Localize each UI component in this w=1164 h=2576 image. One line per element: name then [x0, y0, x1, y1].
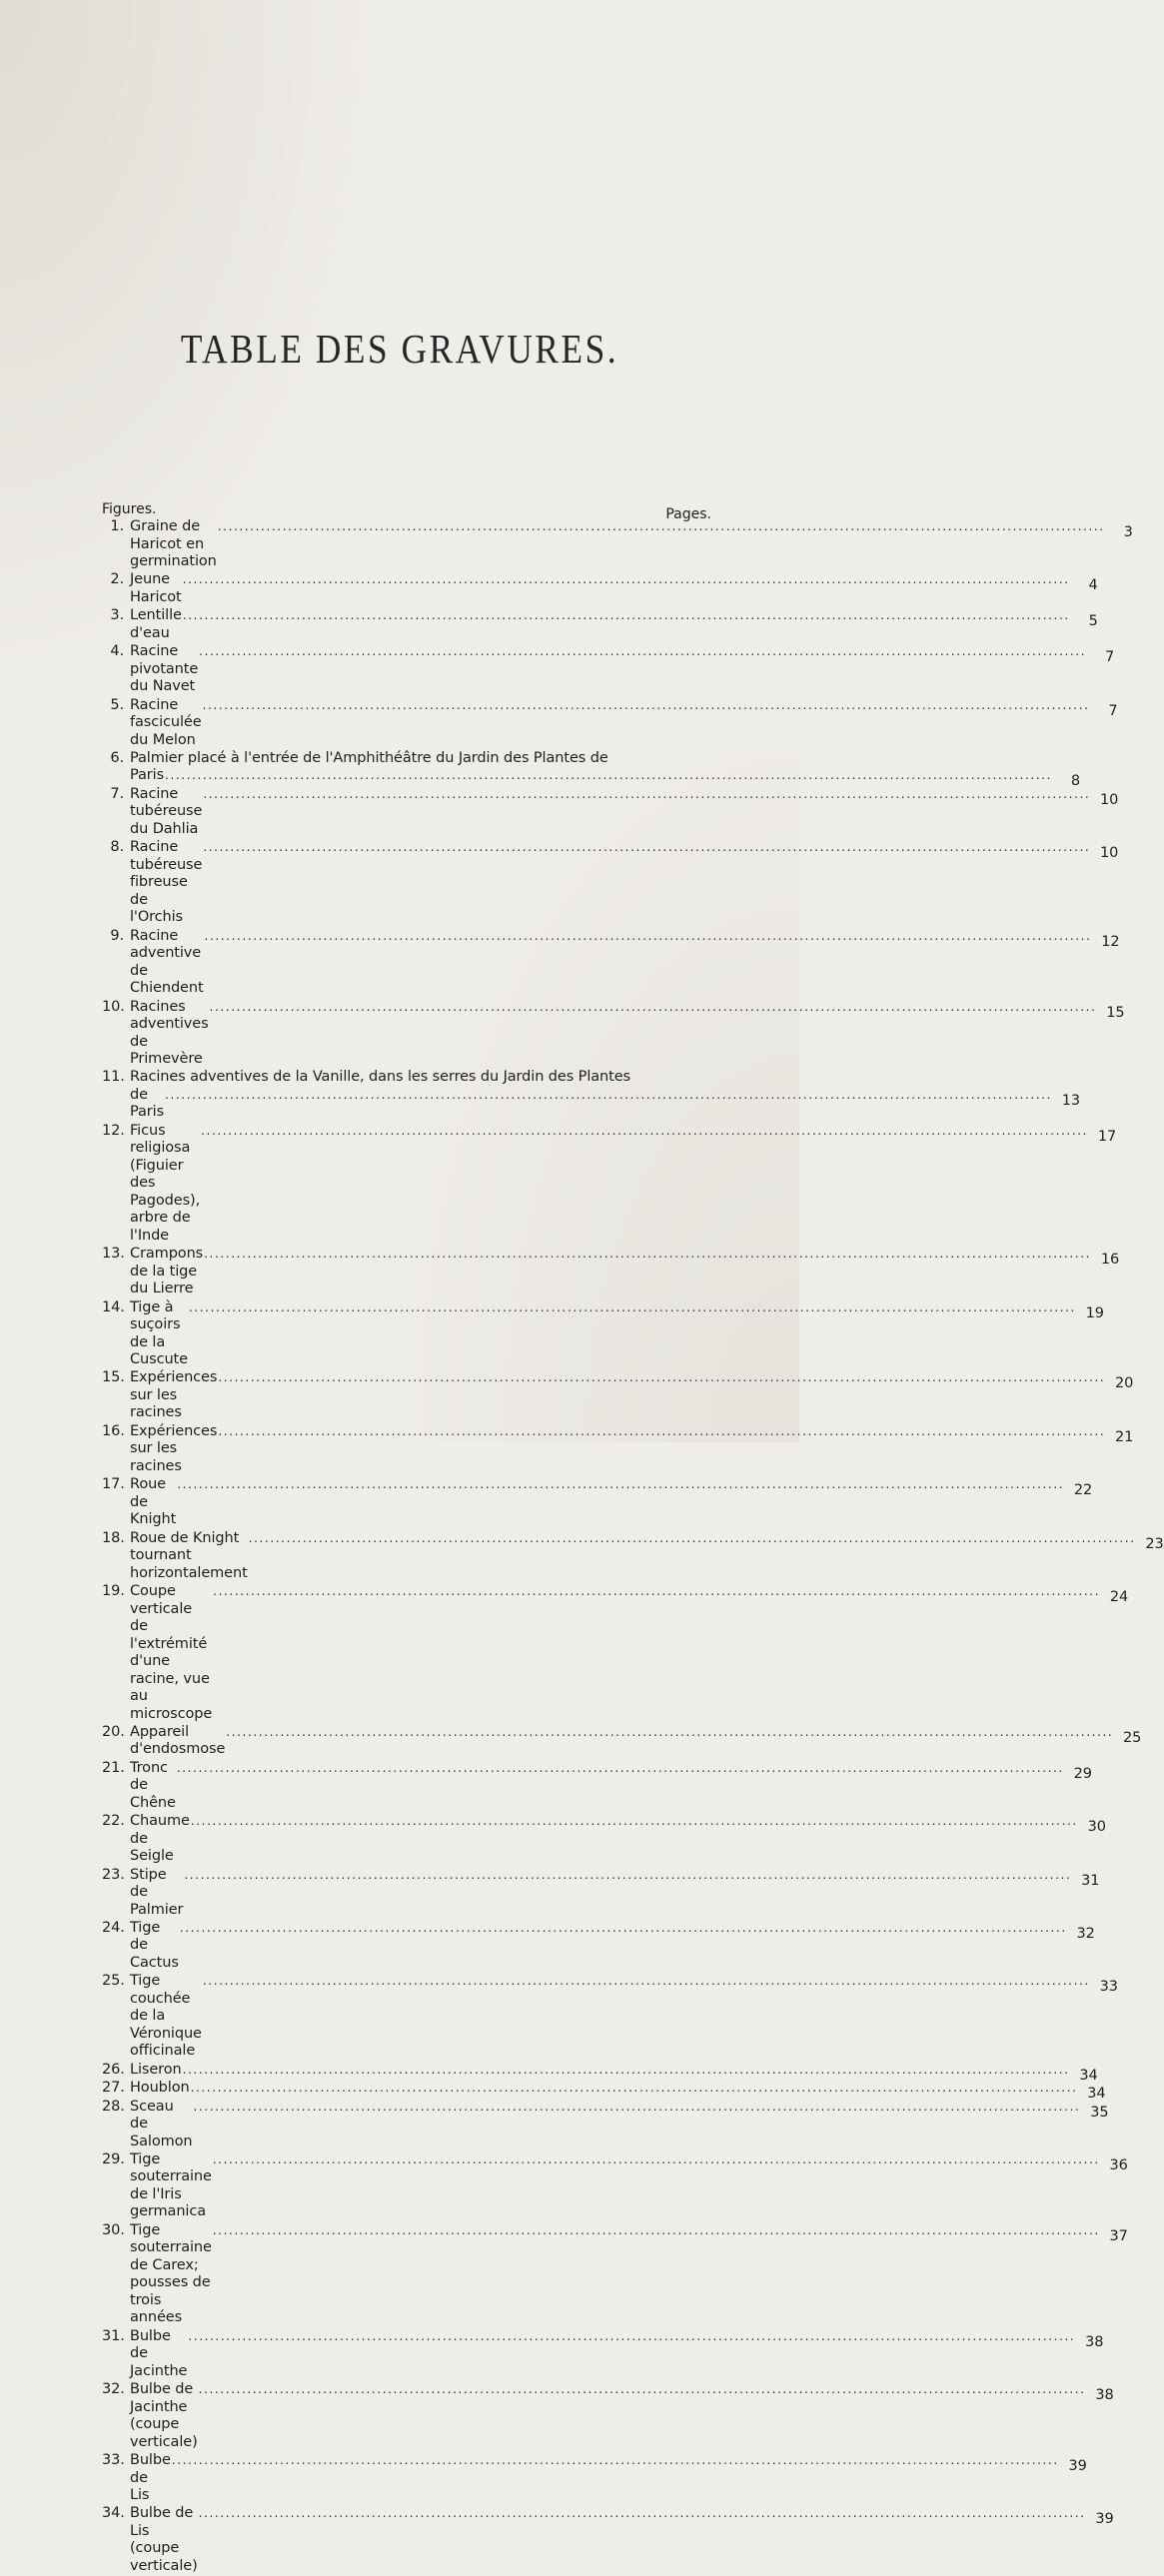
- list-item: [102, 2080, 1106, 2103]
- figure-title-line: [130, 607, 1098, 642]
- dot-leader: [183, 2062, 1070, 2080]
- dot-leader: [249, 1530, 1136, 1548]
- figure-entry-body: [130, 2381, 1114, 2451]
- list-item: [102, 2221, 1128, 2327]
- figure-title-line: [130, 518, 1133, 571]
- figure-entry-body: [130, 1369, 1133, 1422]
- page-number: 16: [1100, 1252, 1120, 1269]
- dot-leader: [165, 1087, 1052, 1105]
- figure-title-line: [130, 1724, 1141, 1759]
- page-number: 32: [1076, 1925, 1095, 1942]
- figure-number: 29.: [102, 2150, 125, 2167]
- list-item: [102, 2061, 1098, 2084]
- figure-title: Palmier placé à l'entrée de l'Amphithéâtre du Jardin des Plantes de: [130, 749, 608, 766]
- dot-leader: [213, 2151, 1100, 2169]
- dot-leader: [213, 1583, 1100, 1601]
- list-item: [102, 643, 1115, 696]
- figure-entry-body: [130, 839, 1118, 927]
- page-number: 39: [1068, 2458, 1087, 2474]
- figure-number: 21.: [102, 1759, 125, 1776]
- figure-number: 26.: [102, 2061, 125, 2078]
- figure-title: Chaume de Seigle: [130, 1813, 190, 1865]
- list-item: [102, 1298, 1104, 1369]
- list-item: [102, 2098, 1109, 2151]
- list-item: [102, 839, 1119, 927]
- figure-entry-body: [130, 2061, 1098, 2084]
- figure-title: Lentille d'eau: [130, 607, 182, 641]
- figure-title: Racine fasciculée du Melon: [130, 696, 202, 748]
- page-number: 22: [1073, 1482, 1093, 1499]
- page-number: 25: [1123, 1729, 1142, 1746]
- figure-number: 31.: [102, 2327, 125, 2344]
- list-item: [102, 1723, 1142, 1759]
- page-number: 12: [1101, 933, 1120, 950]
- dot-leader: [188, 2328, 1075, 2346]
- figure-title-line: [130, 1813, 1106, 1866]
- figure-number: 19.: [102, 1583, 125, 1600]
- figure-entry-body: [130, 518, 1133, 571]
- list-item: [102, 518, 1133, 571]
- list-item: [102, 1422, 1134, 1476]
- page-number: 19: [1085, 1304, 1104, 1321]
- figure-title: Racines adventives de la Vanille, dans les serres du Jardin des Plantes: [130, 1069, 630, 1086]
- dot-leader: [189, 1299, 1076, 1317]
- dot-leader: [218, 1369, 1105, 1387]
- list-item: [102, 696, 1118, 750]
- figure-title: Sceau de Salomon: [130, 2098, 193, 2149]
- list-item: [102, 1919, 1095, 1973]
- page-number: 7: [1105, 649, 1115, 666]
- figure-entry-body: [130, 1813, 1106, 1866]
- figure-number: 18.: [102, 1529, 125, 1546]
- figure-title-line: [130, 999, 1125, 1069]
- figure-entry-body: [130, 1530, 1164, 1583]
- page-number: 35: [1090, 2104, 1109, 2121]
- figure-number: 11.: [102, 1069, 125, 1086]
- page-number: 21: [1115, 1428, 1134, 1445]
- dot-leader: [180, 1920, 1067, 1938]
- figure-entry-body: [130, 928, 1120, 998]
- figure-number: 7.: [110, 785, 124, 802]
- pages-header: Pages.: [665, 506, 711, 522]
- dot-leader: [191, 2080, 1078, 2098]
- figure-title: Stipe de Palmier: [130, 1866, 184, 1918]
- figure-title-line: [130, 2061, 1098, 2084]
- figure-entry-body: [130, 2328, 1103, 2381]
- page-number: 17: [1097, 1128, 1117, 1145]
- figure-title: Tige de Cactus: [130, 1919, 179, 1971]
- figure-number: 27.: [102, 2080, 125, 2097]
- dot-leader: [218, 518, 1105, 536]
- figure-number: 4.: [110, 643, 124, 660]
- page-number: 10: [1100, 791, 1119, 808]
- figure-entry-body: [130, 1246, 1119, 1298]
- figure-title-line: [130, 1423, 1133, 1476]
- page-number: 3: [1123, 524, 1133, 540]
- figure-title-line: [130, 1973, 1118, 2061]
- page-number: 23: [1145, 1535, 1164, 1552]
- dot-leader: [218, 1423, 1105, 1441]
- figure-title: Racine pivotante du Navet: [130, 643, 199, 695]
- figure-title-line: [130, 1476, 1092, 1529]
- dot-leader: [205, 928, 1092, 946]
- figure-entry-body: [130, 2151, 1128, 2221]
- figure-title-line: [130, 2505, 1114, 2575]
- list-item: [102, 1122, 1117, 1246]
- dot-leader: [203, 697, 1090, 715]
- page-number: 34: [1087, 2086, 1106, 2103]
- page-number: 29: [1073, 1765, 1092, 1782]
- figure-title-line: [130, 2080, 1106, 2103]
- figure-title: Jeune Haricot: [130, 571, 182, 605]
- figure-number: 1.: [110, 518, 124, 534]
- figure-number: 6.: [110, 749, 124, 766]
- figure-entry-body: [130, 1760, 1092, 1813]
- figure-entry-body: [130, 1069, 1080, 1122]
- figure-title-line: [130, 1087, 1080, 1122]
- figure-number: 2.: [110, 571, 124, 588]
- figure-entry-body: [130, 2505, 1114, 2575]
- figure-title: Bulbe de Lis: [130, 2452, 171, 2503]
- figure-title: de Paris: [130, 1086, 165, 1121]
- figure-number: 24.: [102, 1919, 125, 1936]
- dot-leader: [177, 1760, 1064, 1778]
- figure-number: 33.: [102, 2452, 125, 2468]
- dot-leader: [177, 1476, 1064, 1494]
- page-number: 31: [1081, 1872, 1100, 1889]
- figure-title: Paris: [130, 767, 165, 784]
- figure-title: Tronc de Chêne: [130, 1759, 176, 1811]
- page-number: 37: [1109, 2227, 1128, 2244]
- figure-title: Tige souterraine de l'Iris germanica: [130, 2150, 212, 2220]
- figure-title-line: [130, 1583, 1128, 1723]
- figure-title-line: [130, 1069, 1080, 1087]
- page-number: 34: [1079, 2067, 1098, 2084]
- dot-leader: [191, 1813, 1078, 1831]
- dot-leader: [203, 839, 1090, 857]
- figure-entry-body: [130, 2222, 1128, 2327]
- list-item: [102, 2505, 1114, 2575]
- figure-title-line: [130, 1920, 1095, 1973]
- figure-entry-body: [130, 1920, 1095, 1973]
- dot-leader: [203, 786, 1090, 804]
- page-number: 38: [1095, 2387, 1114, 2404]
- list-item: [102, 1069, 1081, 1122]
- figure-title: Roue de Knight: [130, 1476, 177, 1528]
- list-item: [102, 607, 1098, 642]
- figure-entry-body: [130, 1724, 1141, 1759]
- dot-leader: [204, 1246, 1091, 1264]
- figure-title-line: [130, 1246, 1119, 1298]
- list-item: [102, 998, 1125, 1069]
- figure-title-line: [130, 1369, 1133, 1422]
- page-number: 39: [1095, 2511, 1114, 2528]
- page-number: 4: [1088, 577, 1098, 594]
- figure-title: Tige souterraine de Carex; pousses de trois années: [130, 2221, 212, 2326]
- list-item: [102, 1246, 1120, 1298]
- dot-leader: [199, 2505, 1086, 2523]
- figure-entry-body: [130, 643, 1114, 696]
- figure-title-line: [130, 2381, 1114, 2451]
- figure-title: Expériences sur les racines: [130, 1369, 218, 1421]
- page-number: 38: [1085, 2333, 1104, 2350]
- figure-title-line: [130, 2222, 1128, 2327]
- page-number: 5: [1088, 613, 1098, 630]
- figure-title: Bulbe de Jacinthe: [130, 2327, 188, 2379]
- figure-entry-body: [130, 2452, 1087, 2505]
- dot-leader: [226, 1724, 1113, 1742]
- figure-title: Ficus religiosa (Figuier des Pagodes), arbre de l'Inde: [130, 1122, 201, 1244]
- figure-title-line: [130, 2328, 1103, 2381]
- dot-leader: [193, 2099, 1080, 2117]
- list-item: [102, 2381, 1114, 2451]
- list-item: [102, 571, 1098, 606]
- figure-entry-body: [130, 1299, 1104, 1369]
- list-item: [102, 785, 1119, 839]
- figure-number: 13.: [102, 1246, 125, 1263]
- figure-number: 20.: [102, 1723, 125, 1740]
- dot-leader: [203, 1973, 1090, 1991]
- dot-leader: [165, 767, 1052, 785]
- figure-number: 12.: [102, 1122, 125, 1139]
- figure-title: Bulbe de Jacinthe (coupe verticale): [130, 2381, 198, 2450]
- page-number: 10: [1100, 845, 1119, 862]
- figure-title-line: [130, 1530, 1164, 1583]
- figure-number: 10.: [102, 998, 125, 1015]
- figure-title-line: [130, 1123, 1116, 1246]
- figure-number: 15.: [102, 1369, 125, 1386]
- figure-title-line: [130, 2151, 1128, 2221]
- figure-title: Expériences sur les racines: [130, 1422, 218, 1474]
- page-number: 33: [1099, 1979, 1118, 1996]
- figure-title-line: [130, 928, 1120, 998]
- figure-title-line: [130, 2099, 1108, 2151]
- figure-entry-body: [130, 1476, 1092, 1529]
- figure-number: 32.: [102, 2381, 125, 2398]
- list-item: [102, 2150, 1128, 2221]
- figure-title-line: [130, 571, 1098, 606]
- figure-number: 23.: [102, 1866, 125, 1883]
- figure-entry-body: [130, 1867, 1099, 1920]
- figure-number: 14.: [102, 1298, 125, 1315]
- figure-number: 34.: [102, 2505, 125, 2522]
- list-item: [102, 1759, 1092, 1813]
- list-item: [102, 1369, 1134, 1422]
- figure-title-line: [130, 1760, 1092, 1813]
- page-number: 15: [1106, 1004, 1125, 1021]
- figure-title-line: [130, 839, 1118, 927]
- figure-entry-body: [130, 697, 1118, 750]
- figure-title-line: [130, 697, 1118, 750]
- dot-leader: [201, 1123, 1088, 1141]
- figure-title-line: [130, 1299, 1104, 1369]
- figure-title: Graine de Haricot en germination: [130, 518, 217, 569]
- figure-title: Racine tubéreuse du Dahlia: [130, 785, 203, 837]
- figure-title-line: [130, 786, 1118, 839]
- figure-number: 9.: [110, 927, 124, 944]
- figure-number: 8.: [110, 839, 124, 856]
- page-number: 13: [1061, 1092, 1081, 1109]
- figure-entry-body: [130, 999, 1125, 1069]
- figure-title: Crampons de la tige du Lierre: [130, 1246, 204, 1297]
- figure-title: Liseron: [130, 2061, 182, 2078]
- figure-number: 16.: [102, 1422, 125, 1439]
- figure-title-line: [130, 750, 1080, 768]
- list-item: [102, 1866, 1100, 1920]
- dot-leader: [172, 2452, 1059, 2470]
- figure-entry-body: [130, 1973, 1118, 2061]
- list-item: [102, 1813, 1106, 1866]
- page-number: 24: [1109, 1589, 1129, 1606]
- page-number: 7: [1108, 702, 1118, 719]
- figure-title: Racine tubéreuse fibreuse de l'Orchis: [130, 839, 203, 926]
- figure-number: 22.: [102, 1813, 125, 1830]
- figure-entry-body: [130, 1423, 1133, 1476]
- figure-title: Coupe verticale de l'extrémité d'une racine, vue au microscope: [130, 1583, 213, 1722]
- dot-leader: [184, 1867, 1071, 1885]
- figure-title: Tige à suçoirs de la Cuscute: [130, 1298, 188, 1368]
- figure-title-line: [130, 2452, 1087, 2505]
- figure-title-line: [130, 643, 1114, 696]
- figures-header: Figures.: [102, 501, 157, 517]
- figure-number: 28.: [102, 2098, 125, 2115]
- dot-leader: [213, 2222, 1100, 2240]
- figure-title: Roue de Knight tournant horizontalement: [130, 1529, 248, 1581]
- figure-number: 3.: [110, 607, 124, 624]
- figure-number: 25.: [102, 1973, 125, 1990]
- figure-entry-body: [130, 1583, 1128, 1723]
- figure-entry-body: [130, 571, 1098, 606]
- figure-entry-body: [130, 749, 1081, 790]
- figure-title-line: [130, 767, 1081, 790]
- dot-leader: [199, 643, 1086, 661]
- figure-title-line: [130, 1867, 1099, 1920]
- page-number: 30: [1087, 1819, 1106, 1836]
- list-item: [102, 2327, 1104, 2381]
- figure-entry-body: [130, 2099, 1108, 2151]
- dot-leader: [210, 999, 1097, 1017]
- figure-title: Racines adventives de Primevère: [130, 998, 209, 1068]
- figure-entry-body: [130, 607, 1098, 642]
- figure-title: Tige couchée de la Véronique officinale: [130, 1973, 202, 2060]
- list-item: [102, 1476, 1093, 1529]
- figure-entry-body: [130, 2080, 1106, 2103]
- list-item: [102, 927, 1120, 998]
- list-item: [102, 1973, 1118, 2061]
- figure-title: Bulbe de Lis (coupe verticale): [130, 2505, 198, 2574]
- dot-leader: [183, 607, 1070, 625]
- list-item: [102, 1583, 1129, 1723]
- figure-number: 30.: [102, 2221, 125, 2238]
- figure-entry-body: [130, 786, 1118, 839]
- figure-number: 17.: [102, 1476, 125, 1493]
- figure-title: Appareil d'endosmose: [130, 1723, 226, 1758]
- figure-number: 5.: [110, 696, 124, 713]
- list-item: [102, 749, 1081, 790]
- figure-list: [102, 518, 1164, 2576]
- page-number: 36: [1109, 2156, 1128, 2173]
- page-number: 20: [1115, 1375, 1134, 1392]
- figure-title: Houblon: [130, 2080, 190, 2097]
- dot-leader: [199, 2381, 1086, 2399]
- list-item: [102, 2452, 1087, 2505]
- page-title: TABLE DES GRAVURES.: [180, 326, 619, 372]
- figure-title: Racine adventive de Chiendent: [130, 927, 204, 997]
- page-number: 8: [1070, 773, 1081, 790]
- figure-entry-body: [130, 1123, 1116, 1246]
- list-item: [102, 1529, 1164, 1583]
- dot-leader: [183, 571, 1070, 589]
